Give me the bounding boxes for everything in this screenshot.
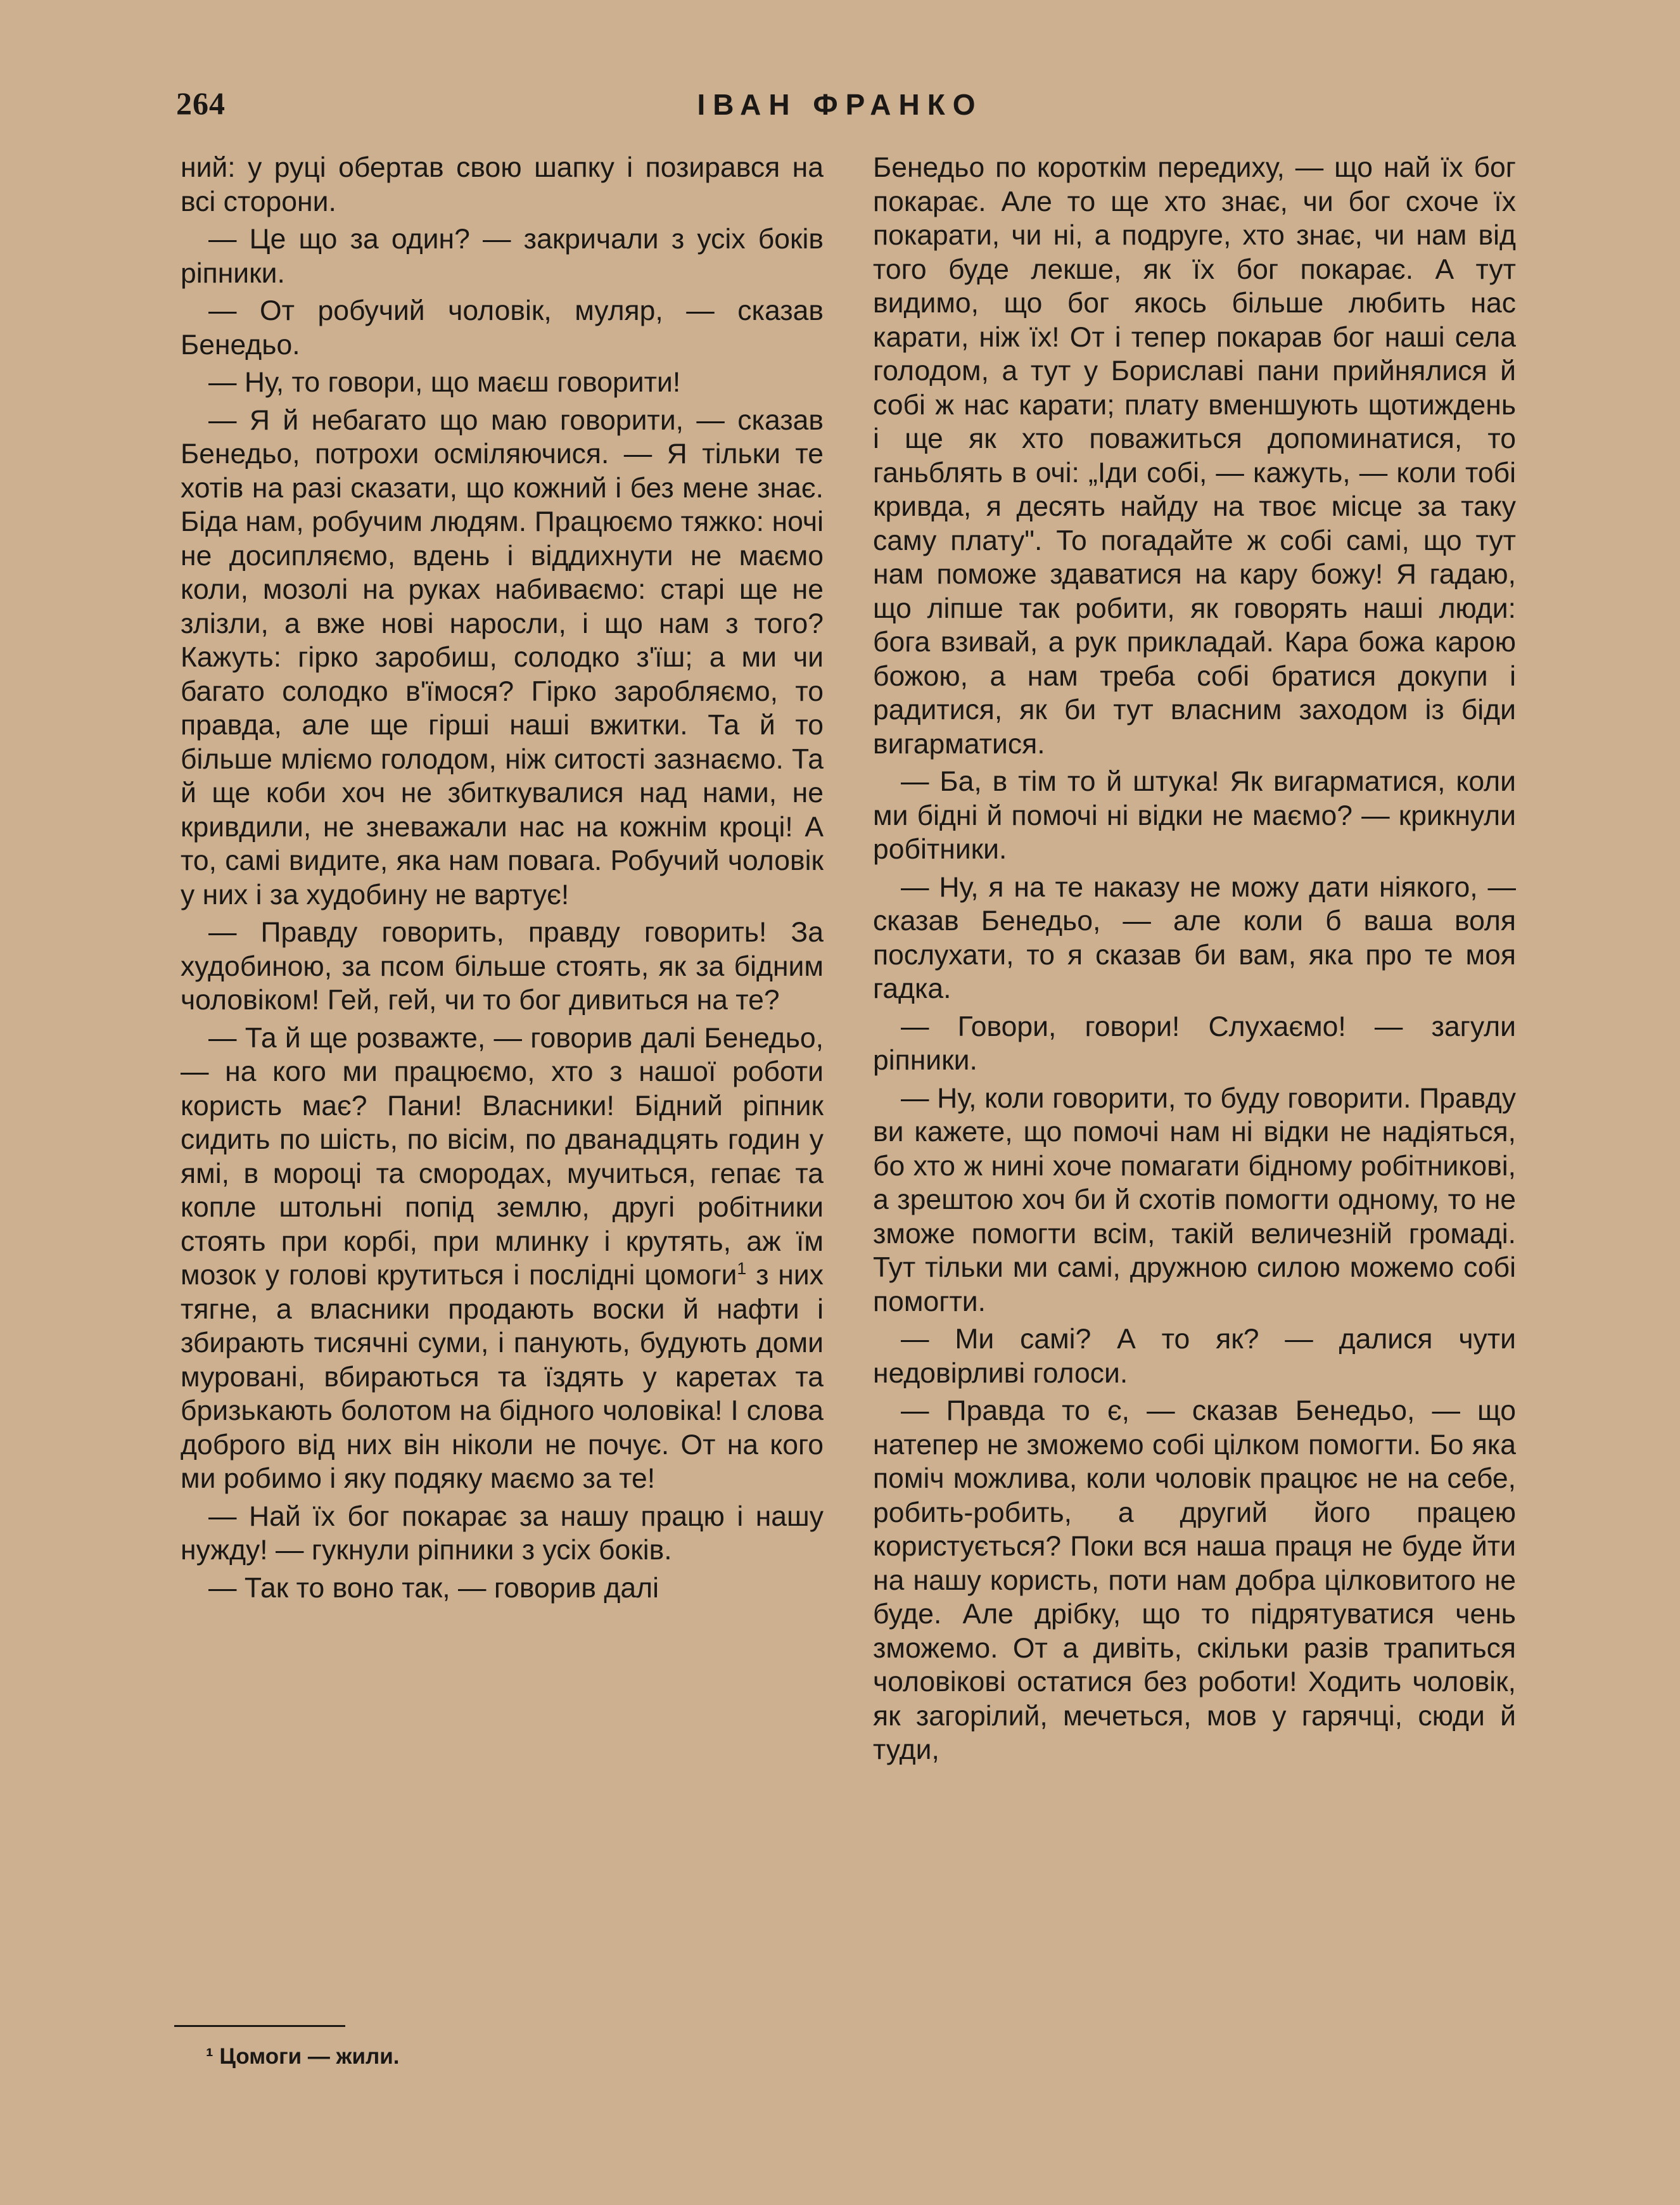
paragraph: — Це що за один? — закричали з усіх боків ріпники. (181, 224, 824, 289)
running-head: ІВАН ФРАНКО (697, 88, 983, 121)
paragraph: — Ну, то говори, що маєш говорити! (208, 367, 681, 398)
paragraph: ний: у руці обертав свою шапку і позирався на всі сторони. (181, 152, 824, 217)
paragraph: — Правду говорить, правду говорить! За худобиною, за псом більше стоять, як за бідним чоловіком! Гей, гей, чи то бог дивиться на те? (181, 917, 824, 1016)
paragraph: — Ну, я на те наказу не можу дати ніякого, — сказав Бенедьо, — але коли б ваша воля послухати, то я сказав би вам, яка про те моя гадка. (873, 871, 1516, 1004)
page-number: 264 (176, 86, 226, 121)
paragraph (181, 1021, 824, 1496)
paragraph: — Я й небагато що маю говорити, — сказав Бенедьо, потрохи осміляючися. — Я тільки те хотів на разі сказати, що кожний і без мене знає. Біда нам, робучим людям. Працюємо тяжко: ночі не досипляємо, вдень і віддихнути не маємо коли, мозолі на руках набиваємо: старі ще не злізли, а вже нові наросли, і що нам з того? Кажуть: гірко заробиш, солодко з'їш; а ми чи багато солодко в'їмося? Гірко заробляємо, то правда, але ще гірші наші вжитки. Та й то більше мліємо голодом, ніж ситості зазнаємо. Та й ще коби хоч не збиткувалися над нами, не кривдили, не зневажали нас на кожнім кроці! А то, самі видите, яка нам повага. Робучий чоловік у них і за худобину не вартує! (181, 404, 824, 911)
left-column (181, 151, 824, 1605)
paragraph: — Най їх бог покарає за нашу працю і нашу нужду! — гукнули ріпники з усіх боків. (181, 1500, 824, 1566)
footnote: ¹ Цомоги — жили. (206, 2044, 400, 2069)
paragraph: — От робучий чоловік, муляр, — сказав Бенедьо. (181, 295, 824, 361)
paragraph: — Говори, говори! Слухаємо! — загули ріпники. (873, 1011, 1516, 1076)
paragraph: — Ба, в тім то й штука! Як вигарматися, коли ми бідні й помочі ні відки не маємо? — крикнули робітники. (873, 766, 1516, 865)
paragraph: — Так то воно так, — говорив далі (208, 1572, 659, 1604)
paragraph: — Ми самі? А то як? — далися чути недовірливі голоси. (873, 1324, 1516, 1389)
paragraph: — Ну, коли говорити, то буду говорити. Правду ви кажете, що помочі нам ні відки не надіяться, бо хто ж нині хоче помагати бідному робітникові, а зрештою хоч би й схотів помогти одному, то не зможе помогти всім, такій величезній громаді. Тут тільки ми самі, дружною силою можемо собі помогти. (873, 1082, 1516, 1317)
paragraph: — Правда то є, — сказав Бенедьо, — що натепер не зможемо собі цілком помогти. Бо яка поміч можлива, коли чоловік працює не на себе, робить-робить, а другий його працею користується? Поки вся наша праця не буде йти на нашу користь, поти нам добра цілковитого не буде. Але дрібку, що то підрятуватися чень зможемо. От а дивіть, скільки разів трапиться чоловікові остатися без роботи! Ходить чоловік, як загорілий, мечеться, мов у гарячці, сюди й туди, (873, 1395, 1516, 1765)
paragraph: Бенедьо по короткім передиху, — що най їх бог покарає. Але то ще хто знає, чи бог схоче їх покарати, чи ні, а подруге, хто знає, чи нам від того буде лекше, як їх бог покарає. А тут видимо, що бог якось більше любить нас карати, ніж їх! От і тепер покарав бог наші села голодом, а тут у Бориславі пани прийнялися й собі ж нас карати; плату вменшують щотиждень і ще як хто поважиться допоминатися, то ганьблять в очі: „Іди собі, — кажуть, — коли тобі кривда, я десять найду на твоє місце за таку саму плату". То погадайте ж собі самі, що тут нам поможе здаватися на кару божу! Я гадаю, що ліпше так робити, як говорять наші люди: бога взивай, а рук прикладай. Кара божа карою божою, а нам треба собі братися докупи і радитися, як би тут власним заходом із біди вигарматися. (873, 152, 1516, 760)
footnote-rule (174, 2025, 345, 2027)
paragraph-part: з них тягне, а власники продають воски й нафти і збирають тисячні суми, і панують, будують доми муровані, вбираються та їздять у каретах та бризькають болотом на бідного чоловіка! І слова доброго від них він ніколи не почує. От на кого ми робимо і яку подяку маємо за те! (181, 1260, 824, 1494)
paragraph-part: — Та й ще розважте, — говорив далі Бенедьо, — на кого ми працюємо, хто з нашої роботи користь має? Пани! Власники! Бідний ріпник сидить по шість, по вісім, по дванадцять годин у ямі, в мороці та смородах, мучиться, гепає та копле штольні попід землю, другі робітники стоять при корбі, при млинку і крутять, аж їм мозок у голові крутиться і послідні цомоги (181, 1022, 824, 1291)
right-column (873, 151, 1516, 1767)
footnote-marker: 1 (737, 1259, 747, 1279)
